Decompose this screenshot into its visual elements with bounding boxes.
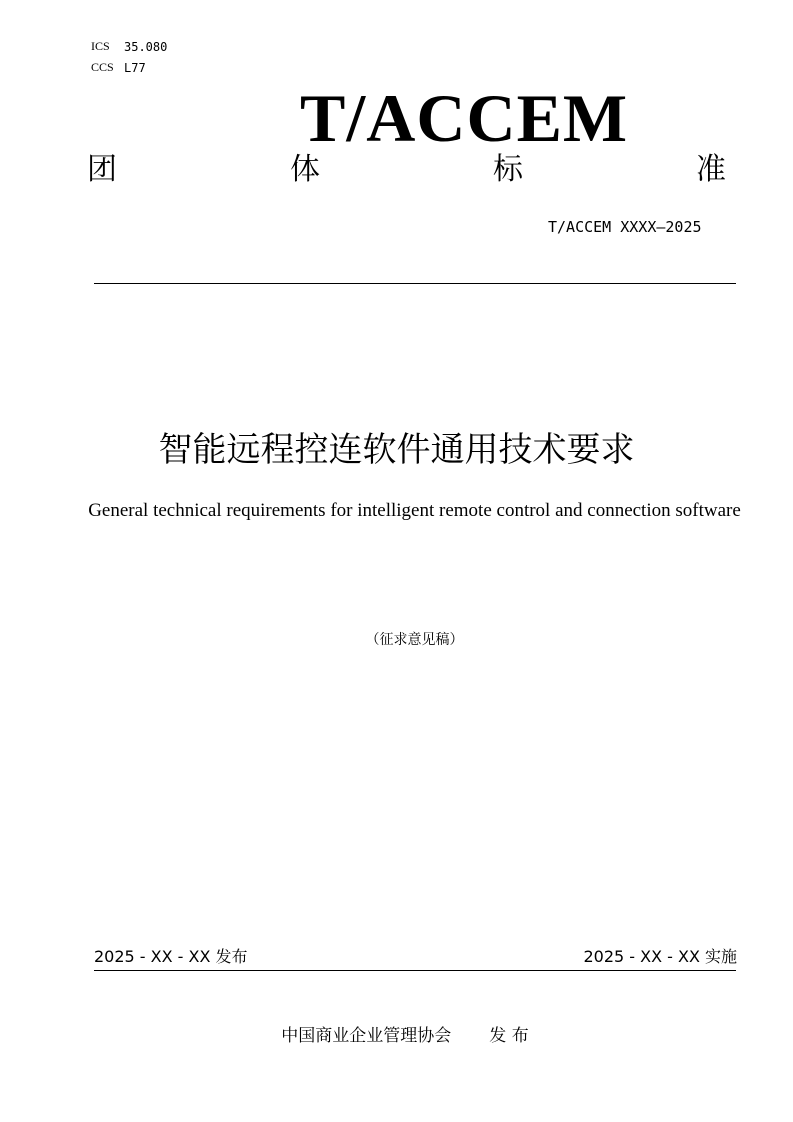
brand-logo-text: T/ACCEM: [300, 80, 629, 156]
ics-value: 35.080: [124, 40, 168, 54]
standard-type-char: 团: [87, 152, 117, 187]
publisher-name: 中国商业企业管理协会: [281, 1026, 452, 1046]
ccs-value: L77: [124, 61, 146, 75]
standard-type-char: 体: [290, 152, 320, 187]
ics-label: ICS: [91, 39, 110, 53]
standard-type-char: 准: [696, 152, 726, 187]
publisher-line: [0, 1024, 793, 1048]
footer-divider: [94, 970, 736, 971]
standard-number: T/ACCEM XXXX—2025: [548, 218, 702, 236]
header-divider: [94, 283, 736, 284]
draft-status-note: （征求意见稿）: [365, 632, 464, 648]
ccs-label: CCS: [91, 60, 114, 74]
publish-label: 发 布: [489, 1026, 529, 1046]
standard-type-char: 标: [493, 152, 523, 187]
publish-date: 2025 - XX - XX 发布: [94, 947, 248, 966]
document-title-zh: 智能远程控连软件通用技术要求: [158, 430, 635, 470]
document-title-en: General technical requirements for intelligent remote control and connection software: [88, 500, 741, 521]
implement-date: 2025 - XX - XX 实施: [583, 947, 737, 966]
